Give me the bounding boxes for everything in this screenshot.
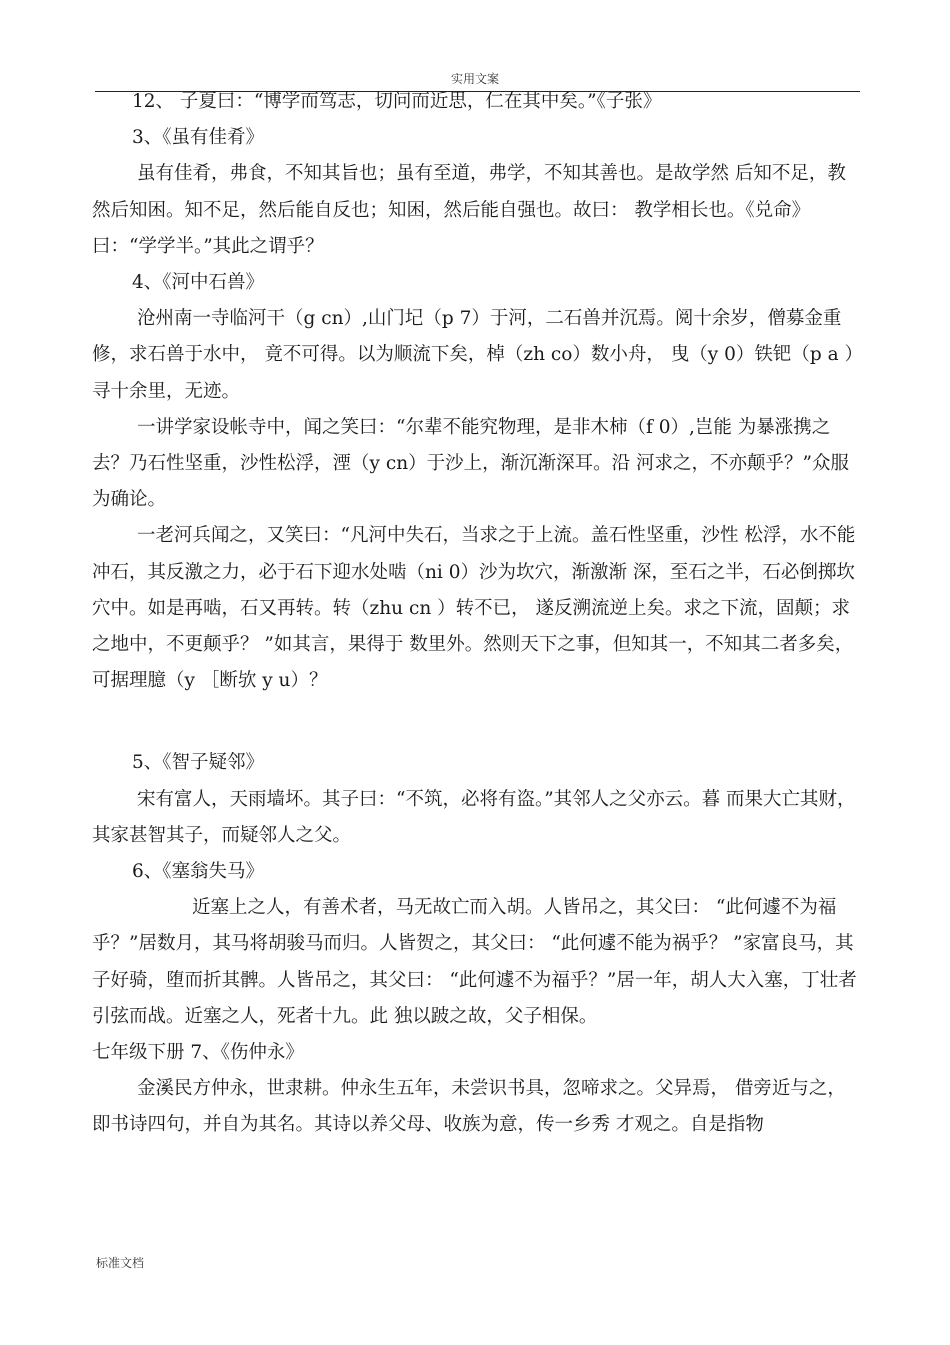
section-4-paragraph-3: 一老河兵闻之，又笑曰：“凡河中失石，当求之于上流。盖石性坚重，沙性 松浮，水不能冲石，其反激之力，必于石下迎水处啮（ni 0）沙为坎穴，渐激渐 深，至石之半，石必倒掷坎穴中。如是再啮，石又再转。转（zhu cn ）转不已， 遂反溯流逆上矣。求之下流，固颠；求之地中，不更颠乎？ ”如其言，果得于 数里外。然则天下之事，但知其一，不知其二者多矣，可据理臆（y ［断欤 y u）？ bbox=[92, 525, 856, 692]
document-body bbox=[92, 84, 862, 1144]
section-7-paragraph: 金溪民方仲永，世隶耕。仲永生五年，未尝识书具，忽啼求之。父异焉， 借旁近与之，即书诗四句，并自为其名。其诗以养父母、收族为意，传一乡秀 才观之。自是指物 bbox=[92, 1078, 846, 1136]
section-title-6: 6、《塞翁失马》 bbox=[132, 861, 265, 883]
section-title-7: 七年级下册 7、《伤仲永》 bbox=[92, 1042, 304, 1064]
section-12-quote: 12、 子夏曰：“博学而笃志，切问而近思，仁在其中矣。”《子张》 bbox=[132, 91, 662, 112]
section-gap bbox=[92, 699, 862, 745]
section-4-paragraph-2: 一讲学家设帐寺中，闻之笑曰：“尔辈不能究物理，是非木柿（f 0）,岂能 为暴涨携之去？乃石性坚重，沙性松浮，湮（y cn）于沙上，渐沉渐深耳。沿 河求之，不亦颠乎？”众服为确论。 bbox=[92, 416, 849, 511]
section-title-3: 3、《虽有佳肴》 bbox=[132, 127, 265, 149]
page-footer: 标准文档 bbox=[96, 1256, 145, 1270]
section-title-5: 5、《智子疑邻》 bbox=[132, 752, 265, 774]
section-3-paragraph: 虽有佳肴，弗食，不知其旨也；虽有至道，弗学，不知其善也。是故学然 后知不足，教然后知困。知不足，然后能自反也；知困，然后能自强也。故曰： 教学相长也。《兑命》曰：“学学半。”其此之谓乎？ bbox=[92, 163, 846, 257]
section-4-paragraph-1: 沧州南一寺临河干（g cn）,山门圮（p 7）于河，二石兽并沉焉。阅十余岁，僧募金重修，求石兽于水中， 竟不可得。以为顺流下矣，棹（zh co）数小舟， 曳（y 0）铁钯（p a ）寻十余里，无迹。 bbox=[92, 308, 854, 402]
page-header: 实用文案 bbox=[450, 72, 499, 86]
section-5-paragraph: 宋有富人，天雨墙坏。其子曰：“不筑，必将有盗。”其邻人之父亦云。暮 而果大亡其财，其家甚智其子，而疑邻人之父。 bbox=[92, 788, 856, 846]
section-6-paragraph: 近塞上之人，有善术者，马无故亡而入胡。人皆吊之，其父曰： “此何遽不为福乎？”居数月，其马将胡骏马而归。人皆贺之，其父曰： “此何遽不能为祸乎？ ”家富良马，其子好骑，堕而折其髀。人皆吊之，其父曰： “此何遽不为福乎？”居一年，胡人大入塞，丁壮者引弦而战。近塞之人，死者十九。此 独以跛之故，父子相保。 bbox=[92, 897, 857, 1027]
section-title-4: 4、《河中石兽》 bbox=[132, 272, 265, 294]
